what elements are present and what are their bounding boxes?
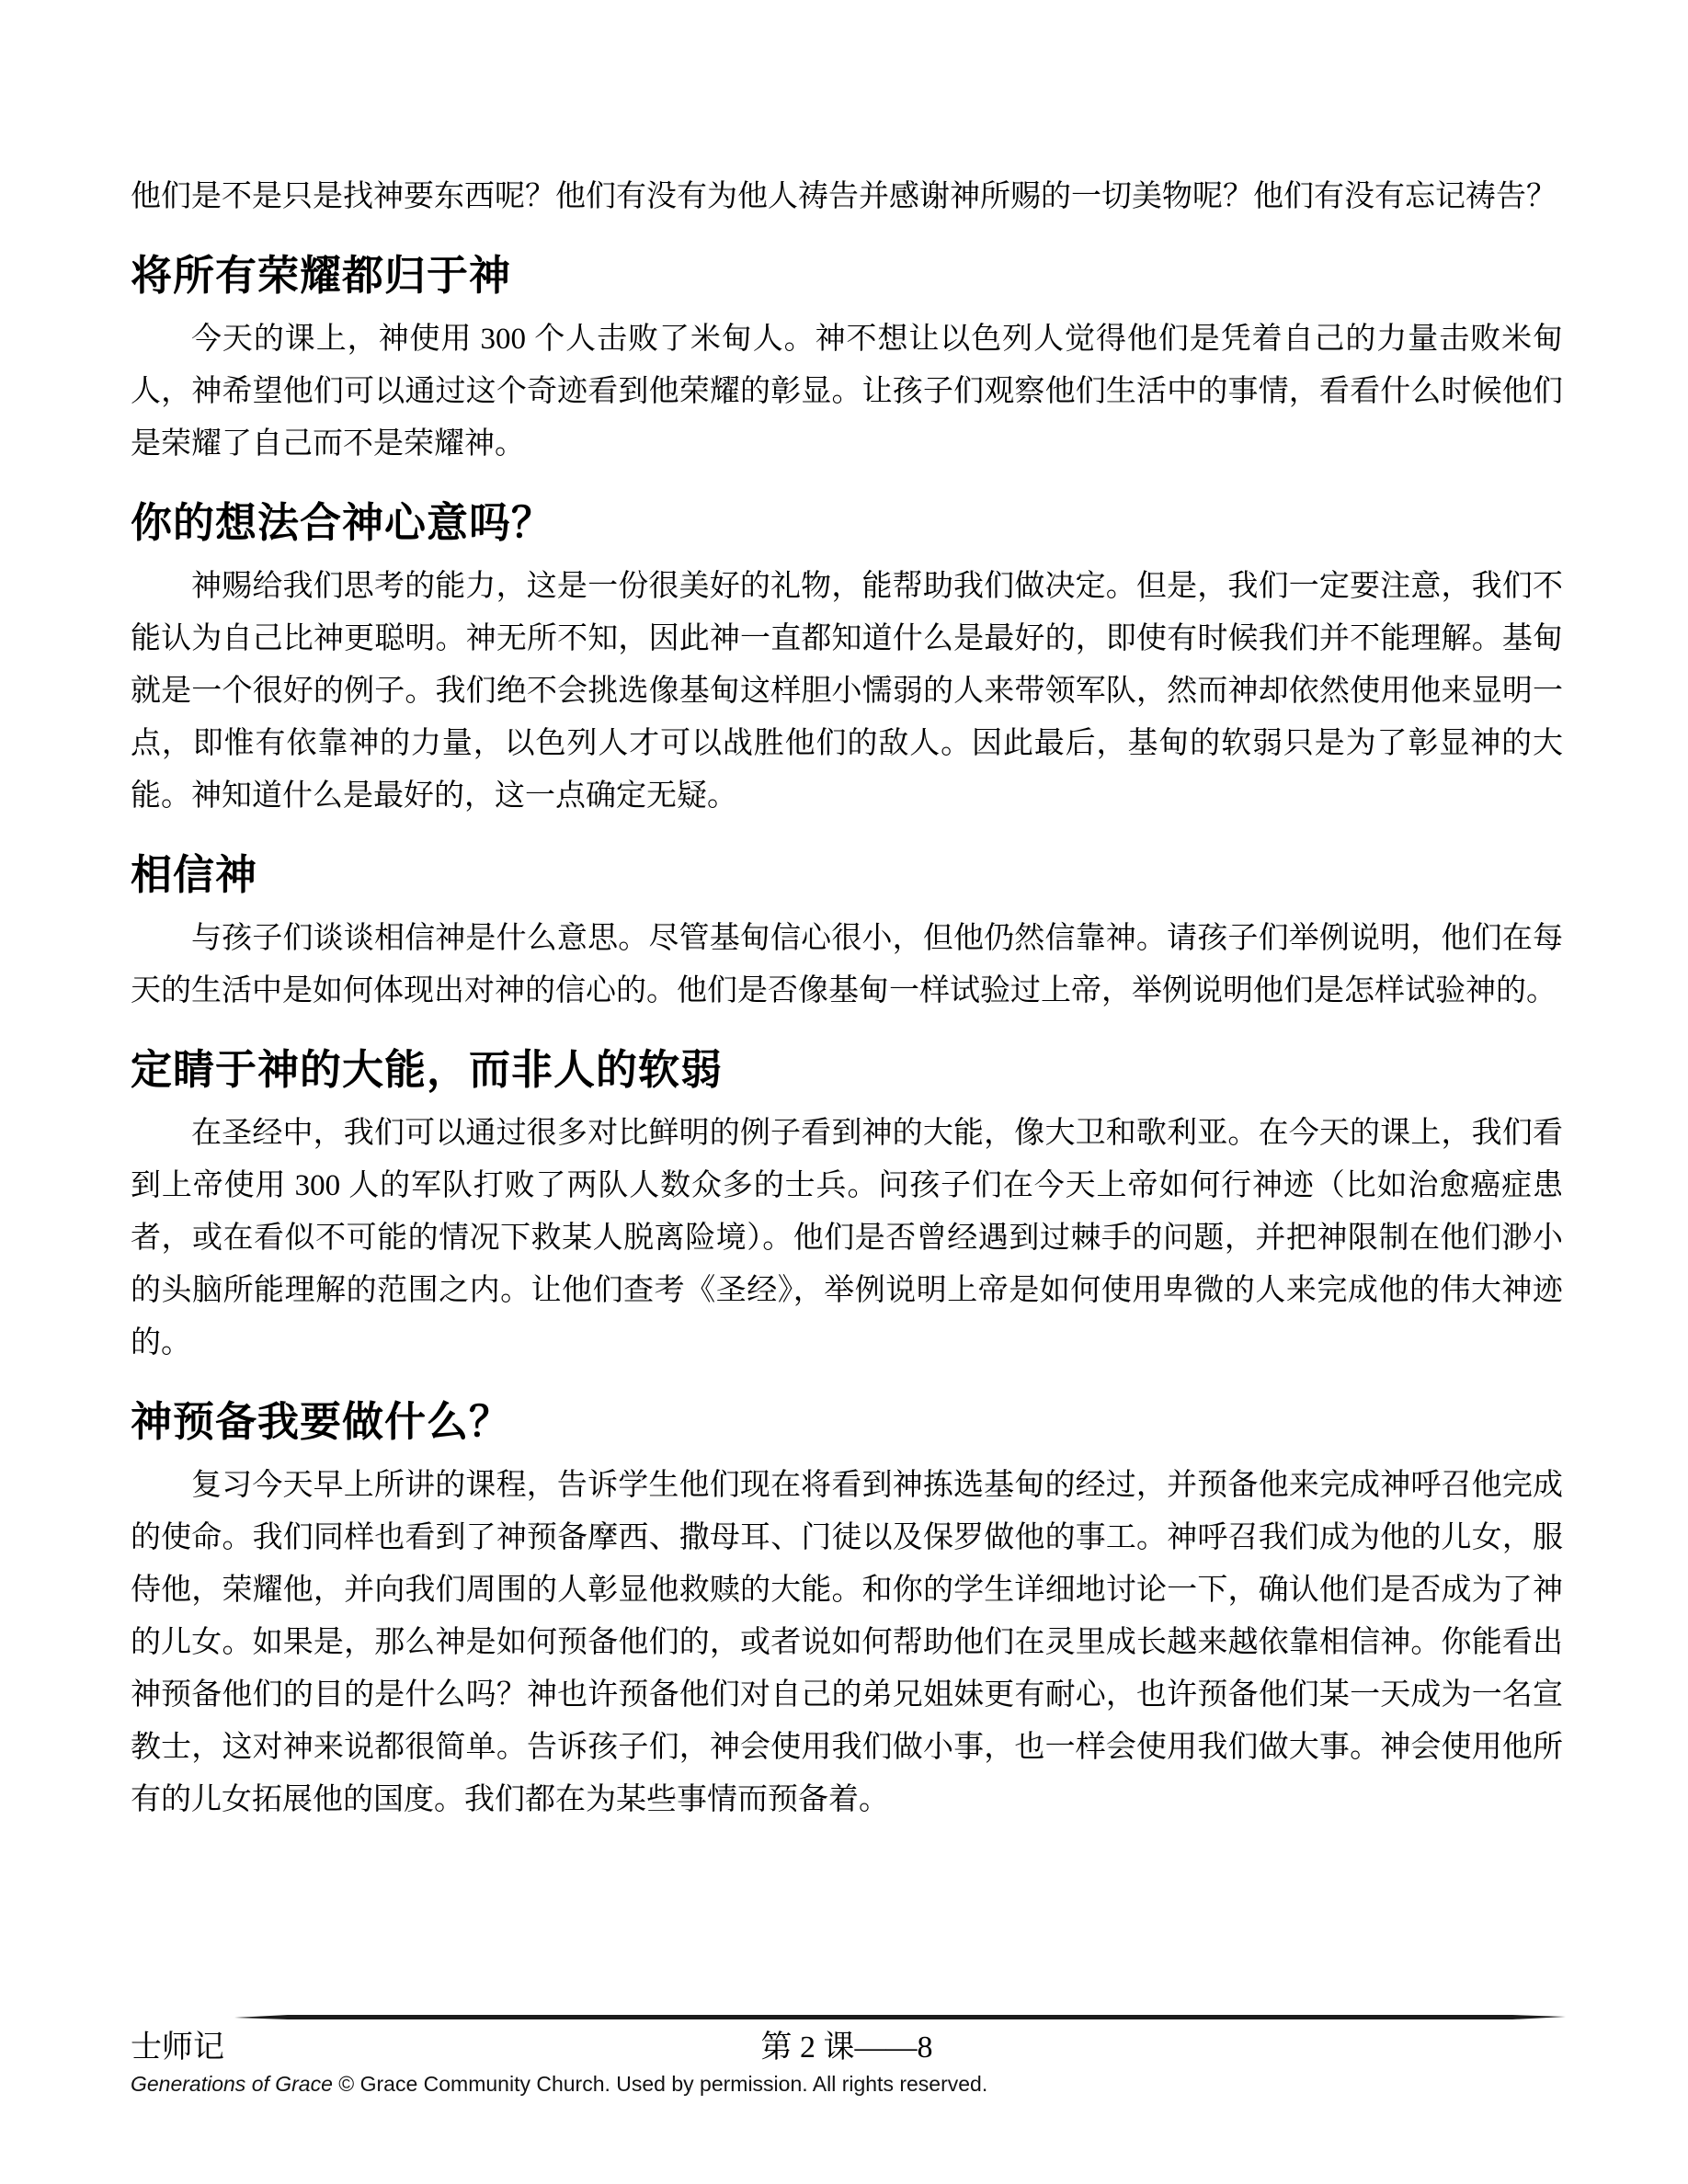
footer-page-number: 第 2 课——8 [760, 2030, 933, 2065]
section-heading: 相信神 [131, 852, 258, 898]
section-heading: 定睛于神的大能，而非人的软弱 [131, 1047, 724, 1093]
section-heading: 将所有荣耀都归于神 [131, 253, 512, 299]
section-body: 神赐给我们思考的能力，这是一份很美好的礼物，能帮助我们做决定。但是，我们一定要注意，我们不能认为自己比神更聪明。神无所不知，因此神一直都知道什么是最好的，即使有时候我们并不能理解。基甸就是一个很好的例子。我们绝不会挑选像基甸这样胆小懦弱的人来带领军队，然而神却依然使用他来显明一点，即惟有依靠神的力量，以色列人才可以战胜他们的敌人。因此最后，基甸的软弱只是为了彰显神的大能。神知道什么是最好的，这一点确定无疑。 [131, 570, 1563, 813]
copyright-text: © Grace Community Church. Used by permission. All rights reserved. [332, 2072, 988, 2096]
section-thoughts-align-with-god [131, 498, 1563, 823]
section-focus-on-gods-power [131, 1045, 1563, 1370]
section-glory-to-god [131, 251, 1563, 471]
section-what-god-prepares-me-for [131, 1397, 1563, 1826]
section-heading: 神预备我要做什么？ [131, 1399, 512, 1445]
footer-book-title: 士师记 [131, 2030, 224, 2065]
section-body: 在圣经中，我们可以通过很多对比鲜明的例子看到神的大能，像大卫和歌利亚。在今天的课上，我们看到上帝使用 300 人的军队打败了两队人数众多的士兵。问孩子们在今天上帝如何行神迹（比如治愈癌症患者，或在看似不可能的情况下救某人脱离险境）。他们是否曾经遇到过棘手的问题，并把神限制在他们渺小的头脑所能理解的范围之内。让他们查考《圣经》，举例说明上帝是如何使用卑微的人来完成他的伟大神迹的。 [131, 1117, 1563, 1359]
section-body: 与孩子们谈谈相信神是什么意思。尽管基甸信心很小，但他仍然信靠神。请孩子们举例说明，他们在每天的生活中是如何体现出对神的信心的。他们是否像基甸一样试验过上帝，举例说明他们是怎样试验神的。 [131, 922, 1563, 1007]
section-body: 复习今天早上所讲的课程，告诉学生他们现在将看到神拣选基甸的经过，并预备他来完成神呼召他完成的使命。我们同样也看到了神预备摩西、撒母耳、门徒以及保罗做他的事工。神呼召我们成为他的儿女，服侍他，荣耀他，并向我们周围的人彰显他救赎的大能。和你的学生详细地讨论一下，确认他们是否成为了神的儿女。如果是，那么神是如何预备他们的，或者说如何帮助他们在灵里成长越来越依靠相信神。你能看出神预备他们的目的是什么吗？神也许预备他们对自己的弟兄姐妹更有耐心，也许预备他们某一天成为一名宣教士，这对神来说都很简单。告诉孩子们，神会使用我们做小事，也一样会使用我们做大事。神会使用他所有的儿女拓展他的国度。我们都在为某些事情而预备着。 [131, 1469, 1563, 1816]
footer-divider [234, 2015, 1566, 2019]
copyright-series-title: Generations of Grace [131, 2072, 333, 2096]
section-heading: 你的想法合神心意吗？ [131, 500, 554, 546]
intro-paragraph: 他们是不是只是找神要东西呢？他们有没有为他人祷告并感谢神所赐的一切美物呢？他们有没有忘记祷告？ [131, 180, 1557, 213]
copyright-line [131, 2072, 987, 2097]
section-body: 今天的课上，神使用 300 个人击败了米甸人。神不想让以色列人觉得他们是凭着自己的力量击败米甸人，神希望他们可以通过这个奇迹看到他荣耀的彰显。让孩子们观察他们生活中的事情，看看什么时候他们是荣耀了自己而不是荣耀神。 [131, 323, 1563, 461]
document-content [131, 171, 1563, 1826]
section-trust-god [131, 850, 1563, 1018]
